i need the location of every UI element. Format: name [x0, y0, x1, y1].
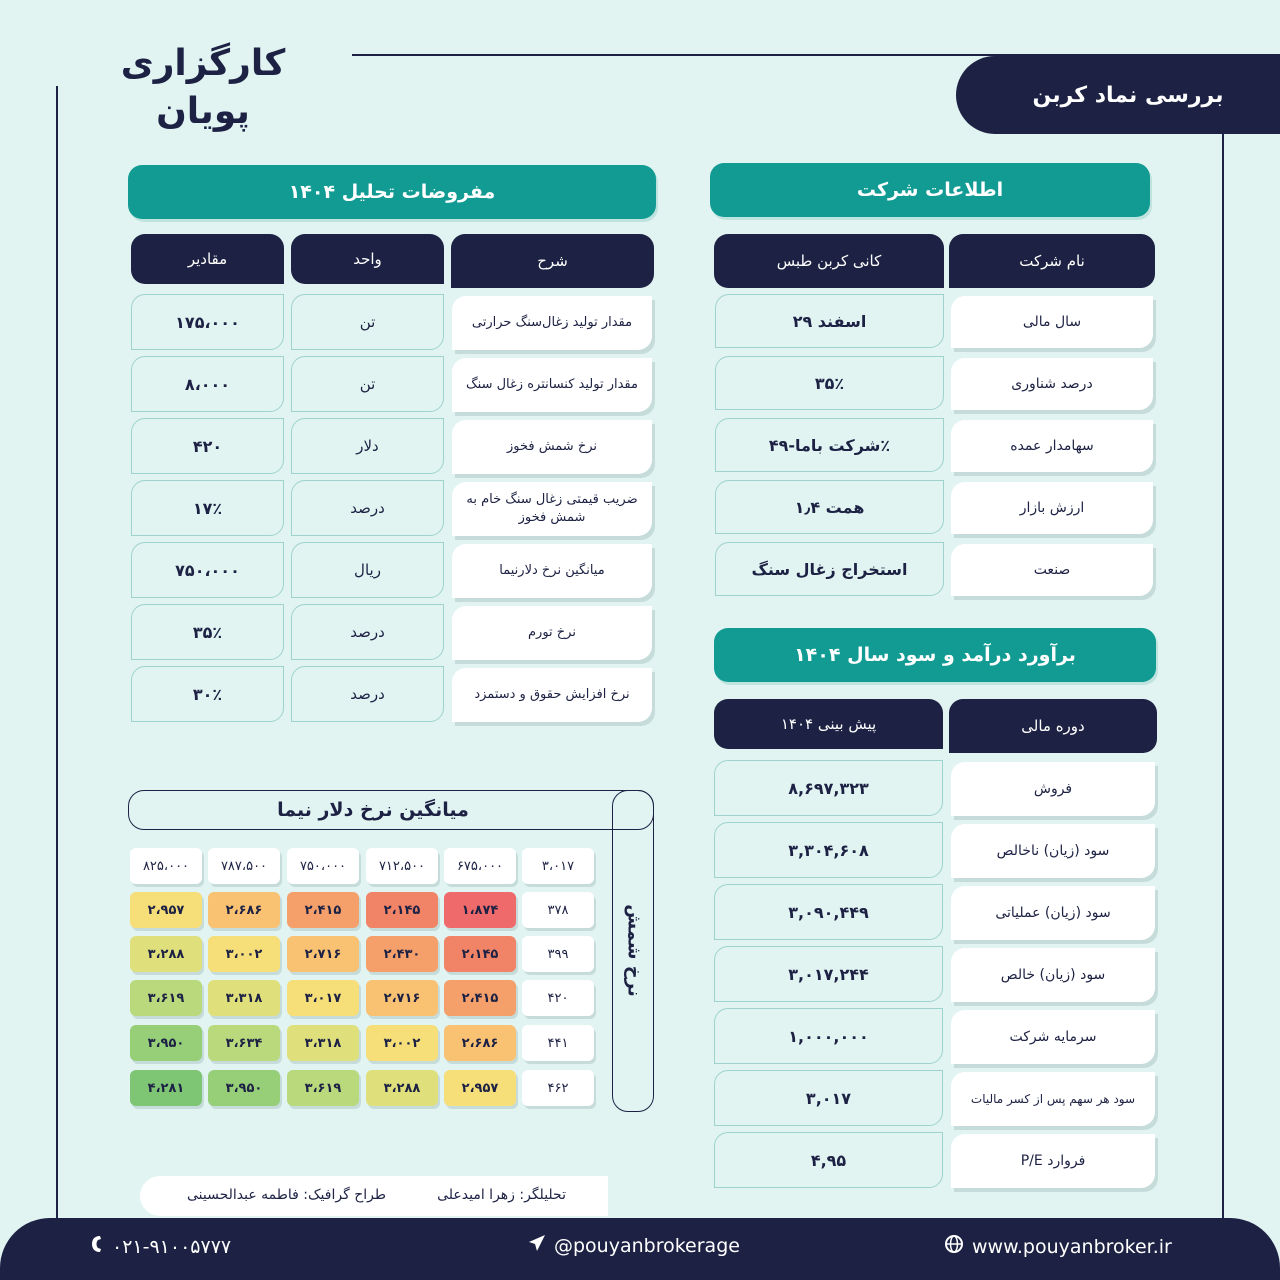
forecast-value: ۴,۹۵: [714, 1132, 943, 1188]
sensitivity-cell: ۳،۶۱۹: [287, 1070, 359, 1106]
assumption-value: ۸،۰۰۰: [131, 356, 284, 412]
brand-logo: کارگزاری پویان: [120, 43, 286, 132]
assumption-desc: نرخ شمش فخوز: [452, 420, 652, 474]
company-info-label: سال مالی: [951, 296, 1153, 348]
sensitivity-row-header: ۴۴۱: [522, 1025, 594, 1061]
sensitivity-cell: ۲،۴۳۰: [366, 936, 438, 972]
assumptions-value-header: مقادیر: [131, 234, 284, 284]
sensitivity-side-label: نرخ شمش: [623, 903, 645, 997]
sensitivity-col-header: ۶۷۵،۰۰۰: [444, 848, 516, 884]
company-info-label: صنعت: [951, 544, 1153, 596]
forecast-label: سود (زیان) خالص: [951, 948, 1155, 1002]
company-info-value: ۱٫۴ همت: [715, 480, 944, 534]
fiscal-period-value: پیش بینی ۱۴۰۴: [714, 699, 943, 749]
frame-line-left: [56, 86, 58, 1220]
sensitivity-cell: ۳،۲۸۸: [130, 936, 202, 972]
sensitivity-cell: ۲،۷۱۶: [366, 980, 438, 1016]
forecast-value: ۳,۰۱۷,۲۴۴: [714, 946, 943, 1002]
company-info-value: ۲۹ اسفند: [715, 294, 944, 348]
sensitivity-title: میانگین نرخ دلار نیما: [277, 799, 469, 821]
company-info-label: سهامدار عمده: [951, 420, 1153, 472]
forecast-label: سود (زیان) ناخالص: [951, 824, 1155, 878]
assumption-value: ۱۷۵،۰۰۰: [131, 294, 284, 350]
sensitivity-cell: ۳،۰۰۲: [366, 1025, 438, 1061]
sensitivity-cell: ۳،۶۳۴: [208, 1025, 280, 1061]
forecast-title: برآورد درآمد و سود سال ۱۴۰۴: [714, 628, 1156, 682]
sensitivity-cell: ۲،۱۴۵: [444, 936, 516, 972]
company-name-value: کانی کربن طبس: [714, 234, 944, 288]
sensitivity-col-header: ۷۱۲،۵۰۰: [366, 848, 438, 884]
sensitivity-cell: ۲،۶۸۶: [208, 892, 280, 928]
sensitivity-cell: ۱،۸۷۴: [444, 892, 516, 928]
assumption-unit: درصد: [291, 480, 444, 536]
footer-website[interactable]: [944, 1234, 1172, 1259]
sensitivity-cell: ۴،۲۸۱: [130, 1070, 202, 1106]
phone-number: ۰۲۱-۹۱۰۰۵۷۷۷: [112, 1235, 232, 1258]
company-name-label: نام شرکت: [949, 234, 1155, 288]
company-info-label: درصد شناوری: [951, 358, 1153, 410]
sensitivity-cell: ۳،۳۱۸: [287, 1025, 359, 1061]
assumptions-title: مفروضات تحلیل ۱۴۰۴: [128, 165, 656, 219]
assumption-desc: مقدار تولید کنسانتره زغال سنگ: [452, 358, 652, 412]
assumptions-desc-header: شرح: [451, 234, 654, 288]
assumption-value: ۴۲۰: [131, 418, 284, 474]
assumption-value: ۷۵۰،۰۰۰: [131, 542, 284, 598]
footer-bar: [0, 1218, 1280, 1280]
forecast-value: ۳,۳۰۴,۶۰۸: [714, 822, 943, 878]
company-info-label: ارزش بازار: [951, 482, 1153, 534]
sensitivity-cell: ۲،۱۴۵: [366, 892, 438, 928]
forecast-value: ۳,۰۹۰,۴۴۹: [714, 884, 943, 940]
sensitivity-cell: ۳،۰۰۲: [208, 936, 280, 972]
forecast-value: ۳,۰۱۷: [714, 1070, 943, 1126]
globe-icon: [944, 1234, 964, 1259]
footer-social[interactable]: [528, 1234, 740, 1257]
sensitivity-cell: ۳،۹۵۰: [130, 1025, 202, 1061]
assumption-value: ۱۷٪: [131, 480, 284, 536]
sensitivity-cell: ۲،۶۸۶: [444, 1025, 516, 1061]
page-title: بررسی نماد کربن: [956, 56, 1280, 134]
forecast-label: P/E فروارد: [951, 1134, 1155, 1188]
assumption-unit: درصد: [291, 666, 444, 722]
sensitivity-row-header: ۳۹۹: [522, 936, 594, 972]
assumption-unit: تن: [291, 356, 444, 412]
sensitivity-cell: ۳،۳۱۸: [208, 980, 280, 1016]
assumption-unit: ریال: [291, 542, 444, 598]
sensitivity-cell: ۲،۹۵۷: [444, 1070, 516, 1106]
assumption-desc: نرخ افزایش حقوق و دستمزد: [452, 668, 652, 722]
sensitivity-corner: ۳،۰۱۷: [522, 848, 594, 884]
company-info-value: استخراج زغال سنگ: [715, 542, 944, 596]
company-info-title: اطلاعات شرکت: [710, 163, 1150, 217]
sensitivity-row-header: ۴۲۰: [522, 980, 594, 1016]
forecast-label: سود (زیان) عملیاتی: [951, 886, 1155, 940]
assumption-desc: میانگین نرخ دلارنیما: [452, 544, 652, 598]
assumption-value: ۳۰٪: [131, 666, 284, 722]
assumption-desc: نرخ تورم: [452, 606, 652, 660]
sensitivity-cell: ۲،۹۵۷: [130, 892, 202, 928]
social-handle: @pouyanbrokerage: [554, 1234, 740, 1257]
sensitivity-col-header: ۸۲۵،۰۰۰: [130, 848, 202, 884]
credits-bar: [140, 1176, 608, 1216]
assumptions-unit-header: واحد: [291, 234, 444, 284]
assumption-unit: درصد: [291, 604, 444, 660]
company-info-value: ۳۵٪: [715, 356, 944, 410]
analyst-credit: تحلیلگر: زهرا امیدعلی: [437, 1187, 566, 1203]
sensitivity-cell: ۳،۹۵۰: [208, 1070, 280, 1106]
website-text: www.pouyanbroker.ir: [972, 1235, 1172, 1258]
sensitivity-cell: ۳،۲۸۸: [366, 1070, 438, 1106]
sensitivity-cell: ۳،۰۱۷: [287, 980, 359, 1016]
phone-icon: [90, 1234, 104, 1259]
sensitivity-cell: ۲،۴۱۵: [444, 980, 516, 1016]
sensitivity-row-header: ۳۷۸: [522, 892, 594, 928]
assumption-unit: تن: [291, 294, 444, 350]
footer-phone[interactable]: [90, 1234, 231, 1259]
sensitivity-cell: ۲،۷۱۶: [287, 936, 359, 972]
assumption-desc: ضریب قیمتی زغال سنگ خام به شمش فخوز: [452, 482, 652, 536]
assumption-unit: دلار: [291, 418, 444, 474]
frame-line-right: [1222, 132, 1224, 1220]
sensitivity-cell: ۲،۴۱۵: [287, 892, 359, 928]
designer-credit: طراح گرافیک: فاطمه عبدالحسینی: [186, 1187, 386, 1203]
sensitivity-cell: ۳،۶۱۹: [130, 980, 202, 1016]
company-info-value: شرکت باما-۴۹٪: [715, 418, 944, 472]
forecast-label: سود هر سهم پس از کسر مالیات: [951, 1072, 1155, 1126]
fiscal-period-label: دوره مالی: [949, 699, 1157, 753]
forecast-label: سرمایه شرکت: [951, 1010, 1155, 1064]
sensitivity-col-header: ۷۵۰،۰۰۰: [287, 848, 359, 884]
sensitivity-col-header: ۷۸۷،۵۰۰: [208, 848, 280, 884]
sensitivity-side-label-wrap: [600, 890, 668, 1010]
assumption-value: ۳۵٪: [131, 604, 284, 660]
forecast-value: ۱,۰۰۰,۰۰۰: [714, 1008, 943, 1064]
forecast-label: فروش: [951, 762, 1155, 816]
assumption-desc: مقدار تولید زغال‌سنگ حرارتی: [452, 296, 652, 350]
send-icon: [528, 1234, 546, 1257]
sensitivity-row-header: ۴۶۲: [522, 1070, 594, 1106]
forecast-value: ۸,۶۹۷,۳۲۳: [714, 760, 943, 816]
